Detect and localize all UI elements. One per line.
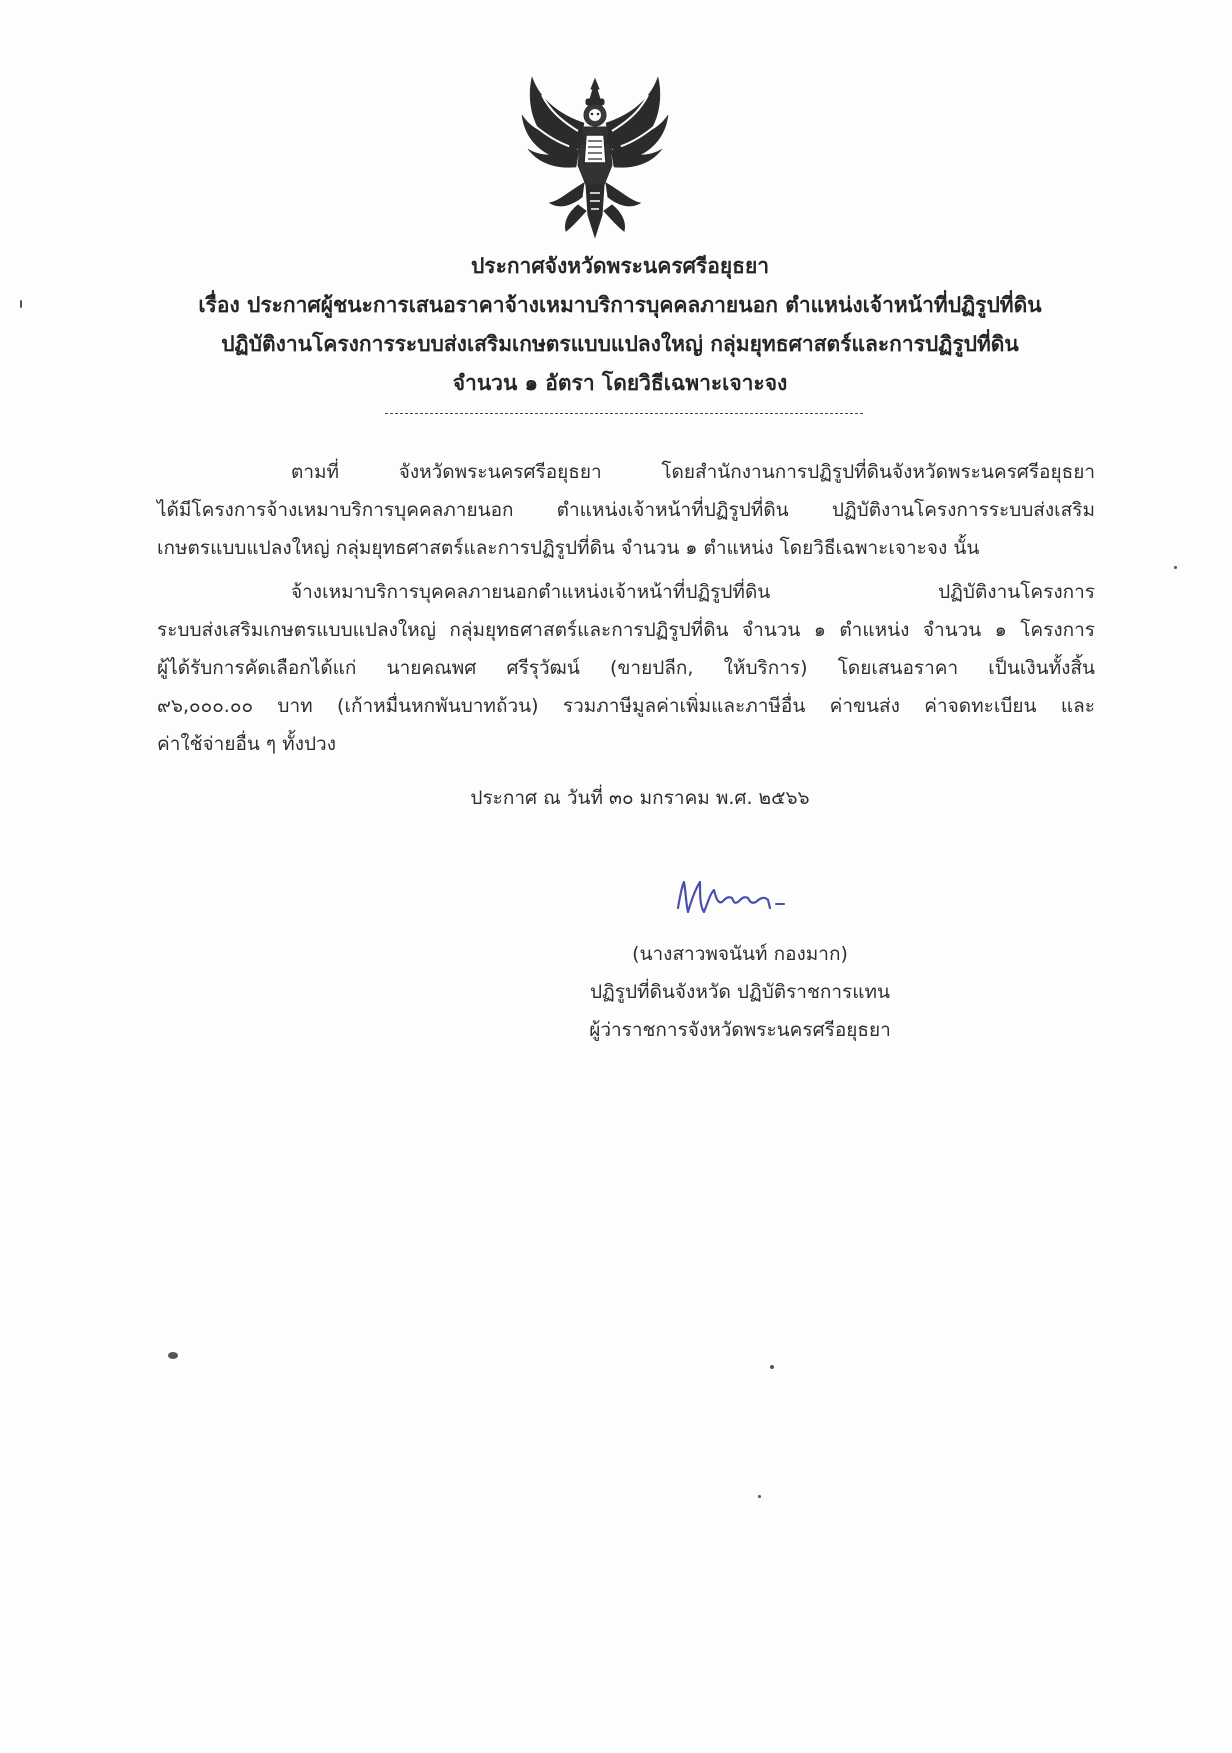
paragraph-line: ผู้ได้รับการคัดเลือกได้แก่ นายคณพศ ศรีรุวัฒน์ (ขายปลีก, ให้บริการ) โดยเสนอราคา เป็นเงินทั้งสิ้น: [157, 657, 1095, 679]
paragraph-line: เกษตรแบบแปลงใหญ่ กลุ่มยุทธศาสตร์และการปฏิรูปที่ดิน จำนวน ๑ ตำแหน่ง โดยวิธีเฉพาะเจาะจง นั้น: [157, 537, 980, 559]
signer-position-1: ปฏิรูปที่ดินจังหวัด ปฏิบัติราชการแทน: [589, 981, 891, 1003]
signer-block: [440, 935, 1040, 1049]
dashed-divider: [385, 413, 863, 414]
subject-line-2: ปฏิบัติงานโครงการระบบส่งเสริมเกษตรแบบแปลงใหญ่ กลุ่มยุทธศาสตร์และการปฏิรูปที่ดิน: [221, 332, 1019, 356]
paragraph-line: จ้างเหมาบริการบุคคลภายนอกตำแหน่งเจ้าหน้าที่ปฏิรูปที่ดิน ปฏิบัติงานโครงการ: [291, 581, 1095, 603]
announcement-title: ประกาศจังหวัดพระนครศรีอยุธยา: [470, 254, 770, 278]
paragraph-line: ตามที่ จังหวัดพระนครศรีอยุธยา โดยสำนักงานการปฏิรูปที่ดินจังหวัดพระนครศรีอยุธยา: [291, 461, 1095, 483]
announcement-header: [140, 247, 1100, 403]
scan-speck: [1174, 566, 1177, 569]
subject-line-1: เรื่อง ประกาศผู้ชนะการเสนอราคาจ้างเหมาบริการบุคคลภายนอก ตำแหน่งเจ้าหน้าที่ปฏิรูปที่ดิน: [198, 293, 1042, 317]
paragraph-line: ระบบส่งเสริมเกษตรแบบแปลงใหญ่ กลุ่มยุทธศาสตร์และการปฏิรูปที่ดิน จำนวน ๑ ตำแหน่ง จำนวน ๑ โครงการ: [157, 619, 1095, 641]
signer-name: (นางสาวพจนันท์ กองมาก): [632, 943, 848, 965]
scan-speck: [770, 1365, 774, 1369]
scan-speck: [168, 1352, 178, 1359]
paragraph-line: ค่าใช้จ่ายอื่น ๆ ทั้งปวง: [157, 733, 336, 755]
announcement-date: ประกาศ ณ วันที่ ๓๐ มกราคม พ.ศ. ๒๕๖๖: [470, 787, 810, 809]
body-paragraph-1: [157, 453, 1095, 567]
scan-speck: [20, 300, 22, 308]
handwritten-signature: [670, 868, 810, 928]
body-paragraph-2: [157, 573, 1095, 763]
subject-line-3: จำนวน ๑ อัตรา โดยวิธีเฉพาะเจาะจง: [452, 371, 788, 395]
signer-position-2: ผู้ว่าราชการจังหวัดพระนครศรีอยุธยา: [589, 1019, 891, 1041]
paragraph-line: ๙๖,๐๐๐.๐๐ บาท (เก้าหมื่นหกพันบาทถ้วน) รวมภาษีมูลค่าเพิ่มและภาษีอื่น ค่าขนส่ง ค่าจดทะเบียน และ: [157, 695, 1095, 717]
paragraph-line: ได้มีโครงการจ้างเหมาบริการบุคคลภายนอก ตำแหน่งเจ้าหน้าที่ปฏิรูปที่ดิน ปฏิบัติงานโครงการระบบส่งเสริม: [157, 499, 1095, 521]
garuda-emblem-icon: [520, 75, 670, 240]
scan-speck: [758, 1495, 761, 1498]
